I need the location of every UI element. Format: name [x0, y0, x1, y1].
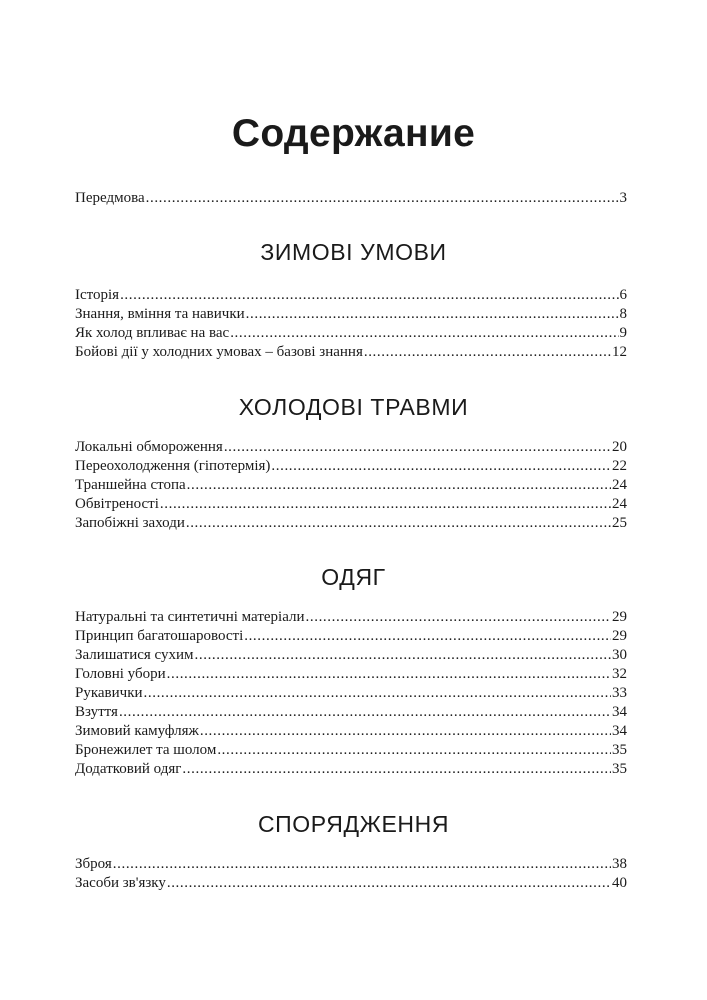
- toc-entry-page: 6: [619, 287, 627, 303]
- toc-entry-page: 25: [612, 515, 627, 531]
- toc-entry-label: Передмова: [75, 190, 145, 206]
- toc-entry-page: 3: [619, 190, 627, 206]
- toc-entry[interactable]: [75, 740, 627, 760]
- toc-entry[interactable]: [75, 702, 627, 722]
- toc-entry-page: 24: [612, 477, 627, 493]
- toc-entry-label: Знання, вміння та навички: [75, 306, 245, 322]
- dot-leader: [167, 873, 611, 893]
- toc-entry-page: 40: [612, 875, 627, 891]
- section-heading-winter-conditions: ЗИМОВІ УМОВИ: [260, 239, 447, 265]
- dot-leader: [186, 513, 611, 533]
- toc-entry-label: Головні убори: [75, 666, 166, 682]
- document-title: Содержание: [231, 112, 476, 155]
- dot-leader: [182, 759, 611, 779]
- toc-entry-label: Як холод впливає на вас: [75, 325, 230, 341]
- toc-entry[interactable]: [75, 494, 627, 514]
- dot-leader: [119, 702, 611, 722]
- toc-entry-preface[interactable]: [75, 188, 627, 208]
- toc-entry[interactable]: [75, 759, 627, 779]
- toc-entry[interactable]: [75, 323, 627, 343]
- toc-entry-label: Локальні обмороження: [75, 439, 223, 455]
- toc-entry-page: 32: [612, 666, 627, 682]
- toc-entry-label: Бойові дії у холодних умовах – базові знання: [75, 344, 363, 360]
- toc-entry-page: 29: [612, 628, 627, 644]
- toc-entry[interactable]: [75, 873, 627, 893]
- dot-leader: [195, 645, 611, 665]
- dot-leader: [160, 494, 611, 514]
- toc-entry-label: Запобіжні заходи: [75, 515, 185, 531]
- toc-entry-label: Обвітреності: [75, 496, 159, 512]
- toc-entry[interactable]: [75, 456, 627, 476]
- toc-entry-page: 34: [612, 723, 627, 739]
- toc-entry-page: 34: [612, 704, 627, 720]
- toc-entry[interactable]: [75, 342, 627, 362]
- dot-leader: [144, 683, 611, 703]
- toc-entry[interactable]: [75, 854, 627, 874]
- toc-entry-page: 30: [612, 647, 627, 663]
- toc-entry-page: 29: [612, 609, 627, 625]
- toc-entry-label: Зимовий камуфляж: [75, 723, 199, 739]
- dot-leader: [244, 626, 611, 646]
- dot-leader: [246, 304, 619, 324]
- toc-entry-label: Траншейна стопа: [75, 477, 186, 493]
- toc-entry-label: Засоби зв'язку: [75, 875, 166, 891]
- dot-leader: [187, 475, 611, 495]
- toc-entry[interactable]: [75, 513, 627, 533]
- toc-entry-label: Бронежилет та шолом: [75, 742, 217, 758]
- toc-entry-label: Залишатися сухим: [75, 647, 194, 663]
- toc-entry-page: 24: [612, 496, 627, 512]
- toc-entry[interactable]: [75, 645, 627, 665]
- toc-entry-label: Натуральні та синтетичні матеріали: [75, 609, 305, 625]
- dot-leader: [271, 456, 611, 476]
- dot-leader: [120, 285, 618, 305]
- toc-entry-page: 38: [612, 856, 627, 872]
- dot-leader: [146, 188, 619, 208]
- toc-entry[interactable]: [75, 285, 627, 305]
- dot-leader: [167, 664, 611, 684]
- toc-entry-label: Додатковий одяг: [75, 761, 182, 777]
- dot-leader: [230, 323, 618, 343]
- dot-leader: [306, 607, 611, 627]
- dot-leader: [217, 740, 611, 760]
- dot-leader: [113, 854, 611, 874]
- toc-entry[interactable]: [75, 664, 627, 684]
- toc-entry-page: 35: [612, 761, 627, 777]
- section-heading-cold-injuries: ХОЛОДОВІ ТРАВМИ: [238, 394, 469, 420]
- section-heading-equipment: СПОРЯДЖЕННЯ: [257, 811, 450, 837]
- dot-leader: [364, 342, 611, 362]
- toc-entry[interactable]: [75, 721, 627, 741]
- toc-entry-page: 9: [619, 325, 627, 341]
- toc-entry[interactable]: [75, 437, 627, 457]
- toc-entry-label: Зброя: [75, 856, 112, 872]
- toc-entry-label: Рукавички: [75, 685, 143, 701]
- toc-entry-label: Взуття: [75, 704, 118, 720]
- toc-entry[interactable]: [75, 304, 627, 324]
- toc-entry-page: 12: [612, 344, 627, 360]
- toc-entry-page: 8: [619, 306, 627, 322]
- toc-entry-label: Принцип багатошаровості: [75, 628, 244, 644]
- toc-entry[interactable]: [75, 626, 627, 646]
- toc-entry-page: 22: [612, 458, 627, 474]
- section-heading-clothing: ОДЯГ: [321, 564, 386, 590]
- toc-entry-page: 35: [612, 742, 627, 758]
- dot-leader: [224, 437, 611, 457]
- toc-entry-page: 33: [612, 685, 627, 701]
- toc-entry-label: Переохолодження (гіпотермія): [75, 458, 271, 474]
- toc-entry[interactable]: [75, 683, 627, 703]
- toc-entry-page: 20: [612, 439, 627, 455]
- dot-leader: [200, 721, 611, 741]
- toc-entry[interactable]: [75, 607, 627, 627]
- toc-entry-label: Історія: [75, 287, 120, 303]
- toc-entry[interactable]: [75, 475, 627, 495]
